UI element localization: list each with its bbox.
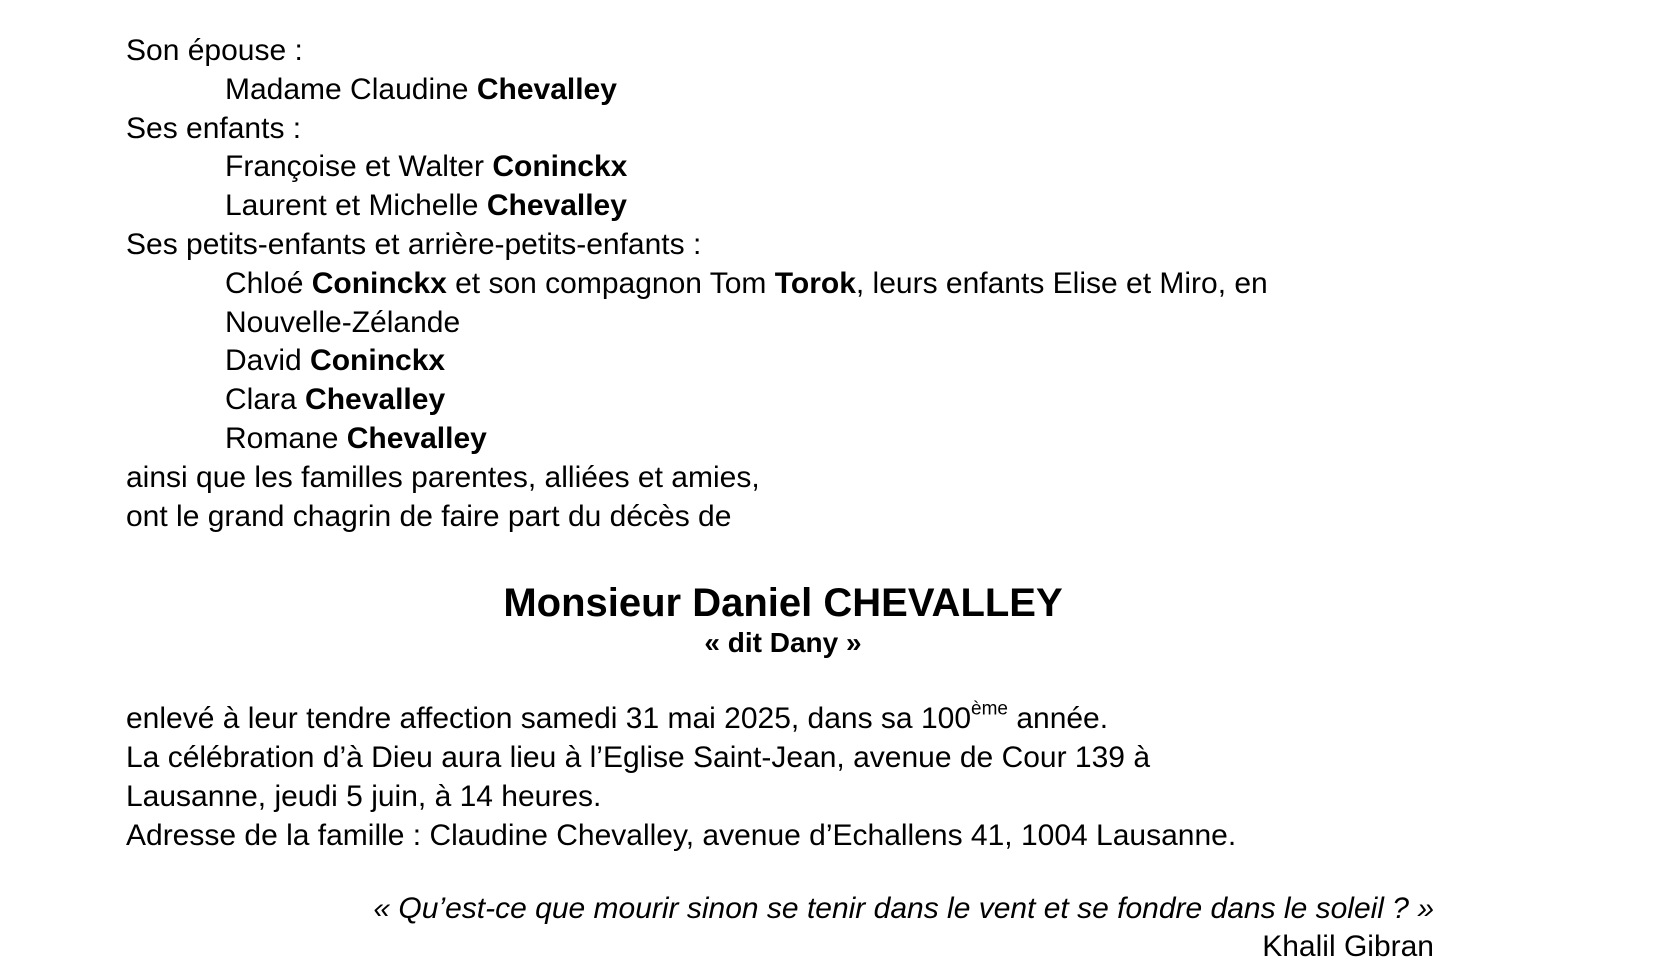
partner-text: et son compagnon Tom [455, 266, 767, 300]
deceased-name: Monsieur Daniel CHEVALLEY [503, 581, 1063, 626]
ordinal-suffix: ème [971, 699, 1008, 721]
child-given-names: Françoise et Walter [225, 150, 484, 184]
grandchild-given-name: Romane [225, 421, 339, 455]
quote: « Qu’est-ce que mourir sinon se tenir dans le vent et se fondre dans le soleil ? » [373, 891, 1434, 925]
death-text-end: année. [1007, 702, 1109, 736]
child-family-name: Chevalley [486, 189, 627, 223]
grandchild-given-name: David [225, 344, 302, 378]
announcement-line: ont le grand chagrin de faire part du décès de [126, 499, 732, 533]
child-entry [126, 148, 1446, 187]
grandchild-family-name: Chevalley [346, 421, 487, 455]
child-entry [126, 187, 1446, 226]
grandchild-entry [126, 342, 1446, 381]
spouse-label: Son épouse : [126, 34, 303, 67]
spacer [126, 660, 1446, 700]
ceremony-line-continued: Lausanne, jeudi 5 juin, à 14 heures. [126, 779, 602, 813]
grandchild-family-name: Coninckx [311, 266, 447, 300]
deceased-nickname: « dit Dany » [704, 627, 862, 659]
obituary-notice [126, 32, 1446, 967]
child-family-name: Coninckx [492, 150, 628, 184]
spouse-entry [126, 71, 1446, 110]
grandchild-family-name: Coninckx [310, 344, 446, 378]
spouse-given-names: Madame Claudine [225, 72, 469, 106]
child-given-names: Laurent et Michelle [225, 189, 479, 223]
families-line: ainsi que les familles parentes, alliées et amies, [126, 460, 760, 494]
great-grandchildren-text: , leurs enfants Elise et Miro, en [855, 266, 1268, 300]
family-address-line: Adresse de la famille : Claudine Chevalley, avenue d’Echallens 41, 1004 Lausanne. [126, 818, 1237, 852]
death-line [126, 700, 1446, 739]
partner-family-name: Torok [774, 266, 856, 300]
spacer [126, 856, 1446, 890]
spacer [126, 536, 1446, 580]
grandchild-entry [126, 420, 1446, 459]
grandchild-entry-chloe-continued: Nouvelle-Zélande [225, 305, 461, 339]
ceremony-line: La célébration d’à Dieu aura lieu à l’Eglise Saint-Jean, avenue de Cour 139 à [126, 741, 1150, 775]
grandchild-given-name: Clara [225, 383, 297, 417]
children-label: Ses enfants : [126, 111, 302, 145]
death-text: enlevé à leur tendre affection samedi 31 mai 2025, dans sa 100 [126, 702, 972, 736]
grandchildren-label: Ses petits-enfants et arrière-petits-enfants : [126, 227, 702, 261]
grandchild-given-name: Chloé [225, 266, 304, 300]
grandchild-family-name: Chevalley [305, 383, 446, 417]
quote-author: Khalil Gibran [1262, 930, 1434, 964]
spouse-family-name: Chevalley [476, 72, 617, 106]
grandchild-entry [126, 381, 1446, 420]
grandchild-entry-chloe [126, 265, 1446, 304]
